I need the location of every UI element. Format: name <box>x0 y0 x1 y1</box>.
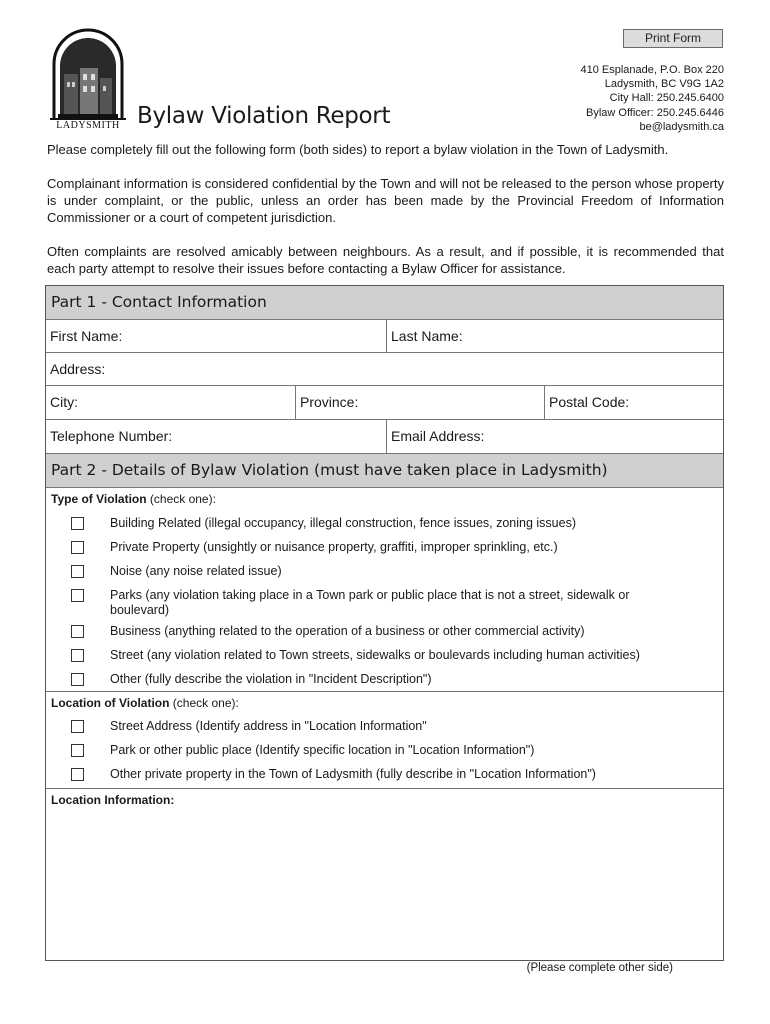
address-field[interactable] <box>46 353 723 385</box>
first-name-field[interactable] <box>46 320 386 352</box>
page-title: Bylaw Violation Report <box>137 103 391 129</box>
province-label: Province: <box>300 394 359 410</box>
part2-heading <box>46 454 723 488</box>
city-field[interactable] <box>46 386 295 419</box>
city-label: City: <box>50 394 78 410</box>
building-related-checkbox[interactable] <box>71 517 84 530</box>
address-label: Address: <box>50 361 106 377</box>
email-field[interactable] <box>386 420 723 453</box>
contact-line: Bylaw Officer: 250.245.6446 <box>586 106 724 119</box>
business-checkbox[interactable] <box>71 625 84 638</box>
location-information-label: Location Information: <box>51 793 175 807</box>
address-row <box>46 353 723 386</box>
other-private-property-checkbox[interactable] <box>71 768 84 781</box>
option-label: Park or other public place (Identify specific location in "Location Information") <box>110 743 535 757</box>
province-field[interactable] <box>295 386 544 419</box>
violation-type-label: Type of Violation <box>51 492 147 506</box>
last-name-label: Last Name: <box>391 328 463 344</box>
option-label: Other (fully describe the violation in "Incident Description") <box>110 672 432 686</box>
violation-type-section <box>46 488 723 692</box>
contact-line: Ladysmith, BC V9G 1A2 <box>604 78 724 91</box>
telephone-field[interactable] <box>46 420 386 453</box>
street-checkbox[interactable] <box>71 649 84 662</box>
intro-paragraph-1: Please completely fill out the following form (both sides) to report a bylaw violation in the Town of Ladysmith. <box>47 142 669 157</box>
option-label: Private Property (unsightly or nuisance property, graffiti, improper sprinkling, etc.) <box>110 540 558 554</box>
park-public-place-checkbox[interactable] <box>71 744 84 757</box>
name-row <box>46 320 723 353</box>
street-address-checkbox[interactable] <box>71 720 84 733</box>
part2-heading-text: Part 2 - Details of Bylaw Violation (must have taken place in Ladysmith) <box>51 461 608 479</box>
phone-email-row <box>46 420 723 454</box>
noise-checkbox[interactable] <box>71 565 84 578</box>
contact-line: City Hall: 250.245.6400 <box>609 92 724 105</box>
violation-location-heading <box>51 696 239 710</box>
option-label: Street Address (Identify address in "Location Information" <box>110 719 427 733</box>
location-information-heading <box>51 793 174 807</box>
contact-line: 410 Esplanade, P.O. Box 220 <box>580 64 724 76</box>
option-label: Parks (any violation taking place in a Town park or public place that is not a street, sidewalk or boulevard) <box>110 588 630 617</box>
postal-code-field[interactable] <box>544 386 723 419</box>
contact-email: be@ladysmith.ca <box>639 120 724 133</box>
option-label: Building Related (illegal occupancy, illegal construction, fence issues, zoning issues) <box>110 516 576 530</box>
violation-location-section <box>46 692 723 789</box>
logo-wordmark: LADYSMITH <box>56 120 120 131</box>
last-name-field[interactable] <box>386 320 723 352</box>
contact-block <box>580 63 724 134</box>
option-label: Other private property in the Town of Ladysmith (fully describe in "Location Information") <box>110 767 596 781</box>
option-label: Business (anything related to the operation of a business or other commercial activity) <box>110 624 585 638</box>
private-property-checkbox[interactable] <box>71 541 84 554</box>
city-row <box>46 386 723 420</box>
intro-paragraph-2: Complainant information is considered confidential by the Town and will not be released to the person whose property is under complaint, or the public, unless an order has been made by the Provincial Freedom of Information Commissioner or a court of competent jurisdiction. <box>47 176 724 225</box>
email-label: Email Address: <box>391 428 485 444</box>
print-form-button[interactable]: Print Form <box>623 29 723 48</box>
violation-location-label: Location of Violation <box>51 696 170 710</box>
other-checkbox[interactable] <box>71 673 84 686</box>
part1-heading <box>46 286 723 320</box>
violation-type-heading <box>51 492 216 506</box>
postal-code-label: Postal Code: <box>549 394 630 410</box>
option-label: Street (any violation related to Town streets, sidewalks or boulevards including human activities) <box>110 648 640 662</box>
violation-location-hint: (check one): <box>172 696 239 710</box>
intro-paragraph-3: Often complaints are resolved amicably between neighbours. As a result, and if possible, it is recommended that each party attempt to resolve their issues before contacting a Bylaw Officer for assistance. <box>47 244 724 276</box>
location-information-area[interactable] <box>46 789 723 960</box>
parks-checkbox[interactable] <box>71 589 84 602</box>
ladysmith-logo-icon <box>48 24 128 134</box>
footer-note: (Please complete other side) <box>526 962 673 974</box>
telephone-label: Telephone Number: <box>50 428 173 444</box>
part1-heading-text: Part 1 - Contact Information <box>51 293 267 311</box>
first-name-label: First Name: <box>50 328 123 344</box>
violation-form <box>45 285 724 961</box>
option-label: Noise (any noise related issue) <box>110 564 282 578</box>
violation-type-hint: (check one): <box>149 492 216 506</box>
